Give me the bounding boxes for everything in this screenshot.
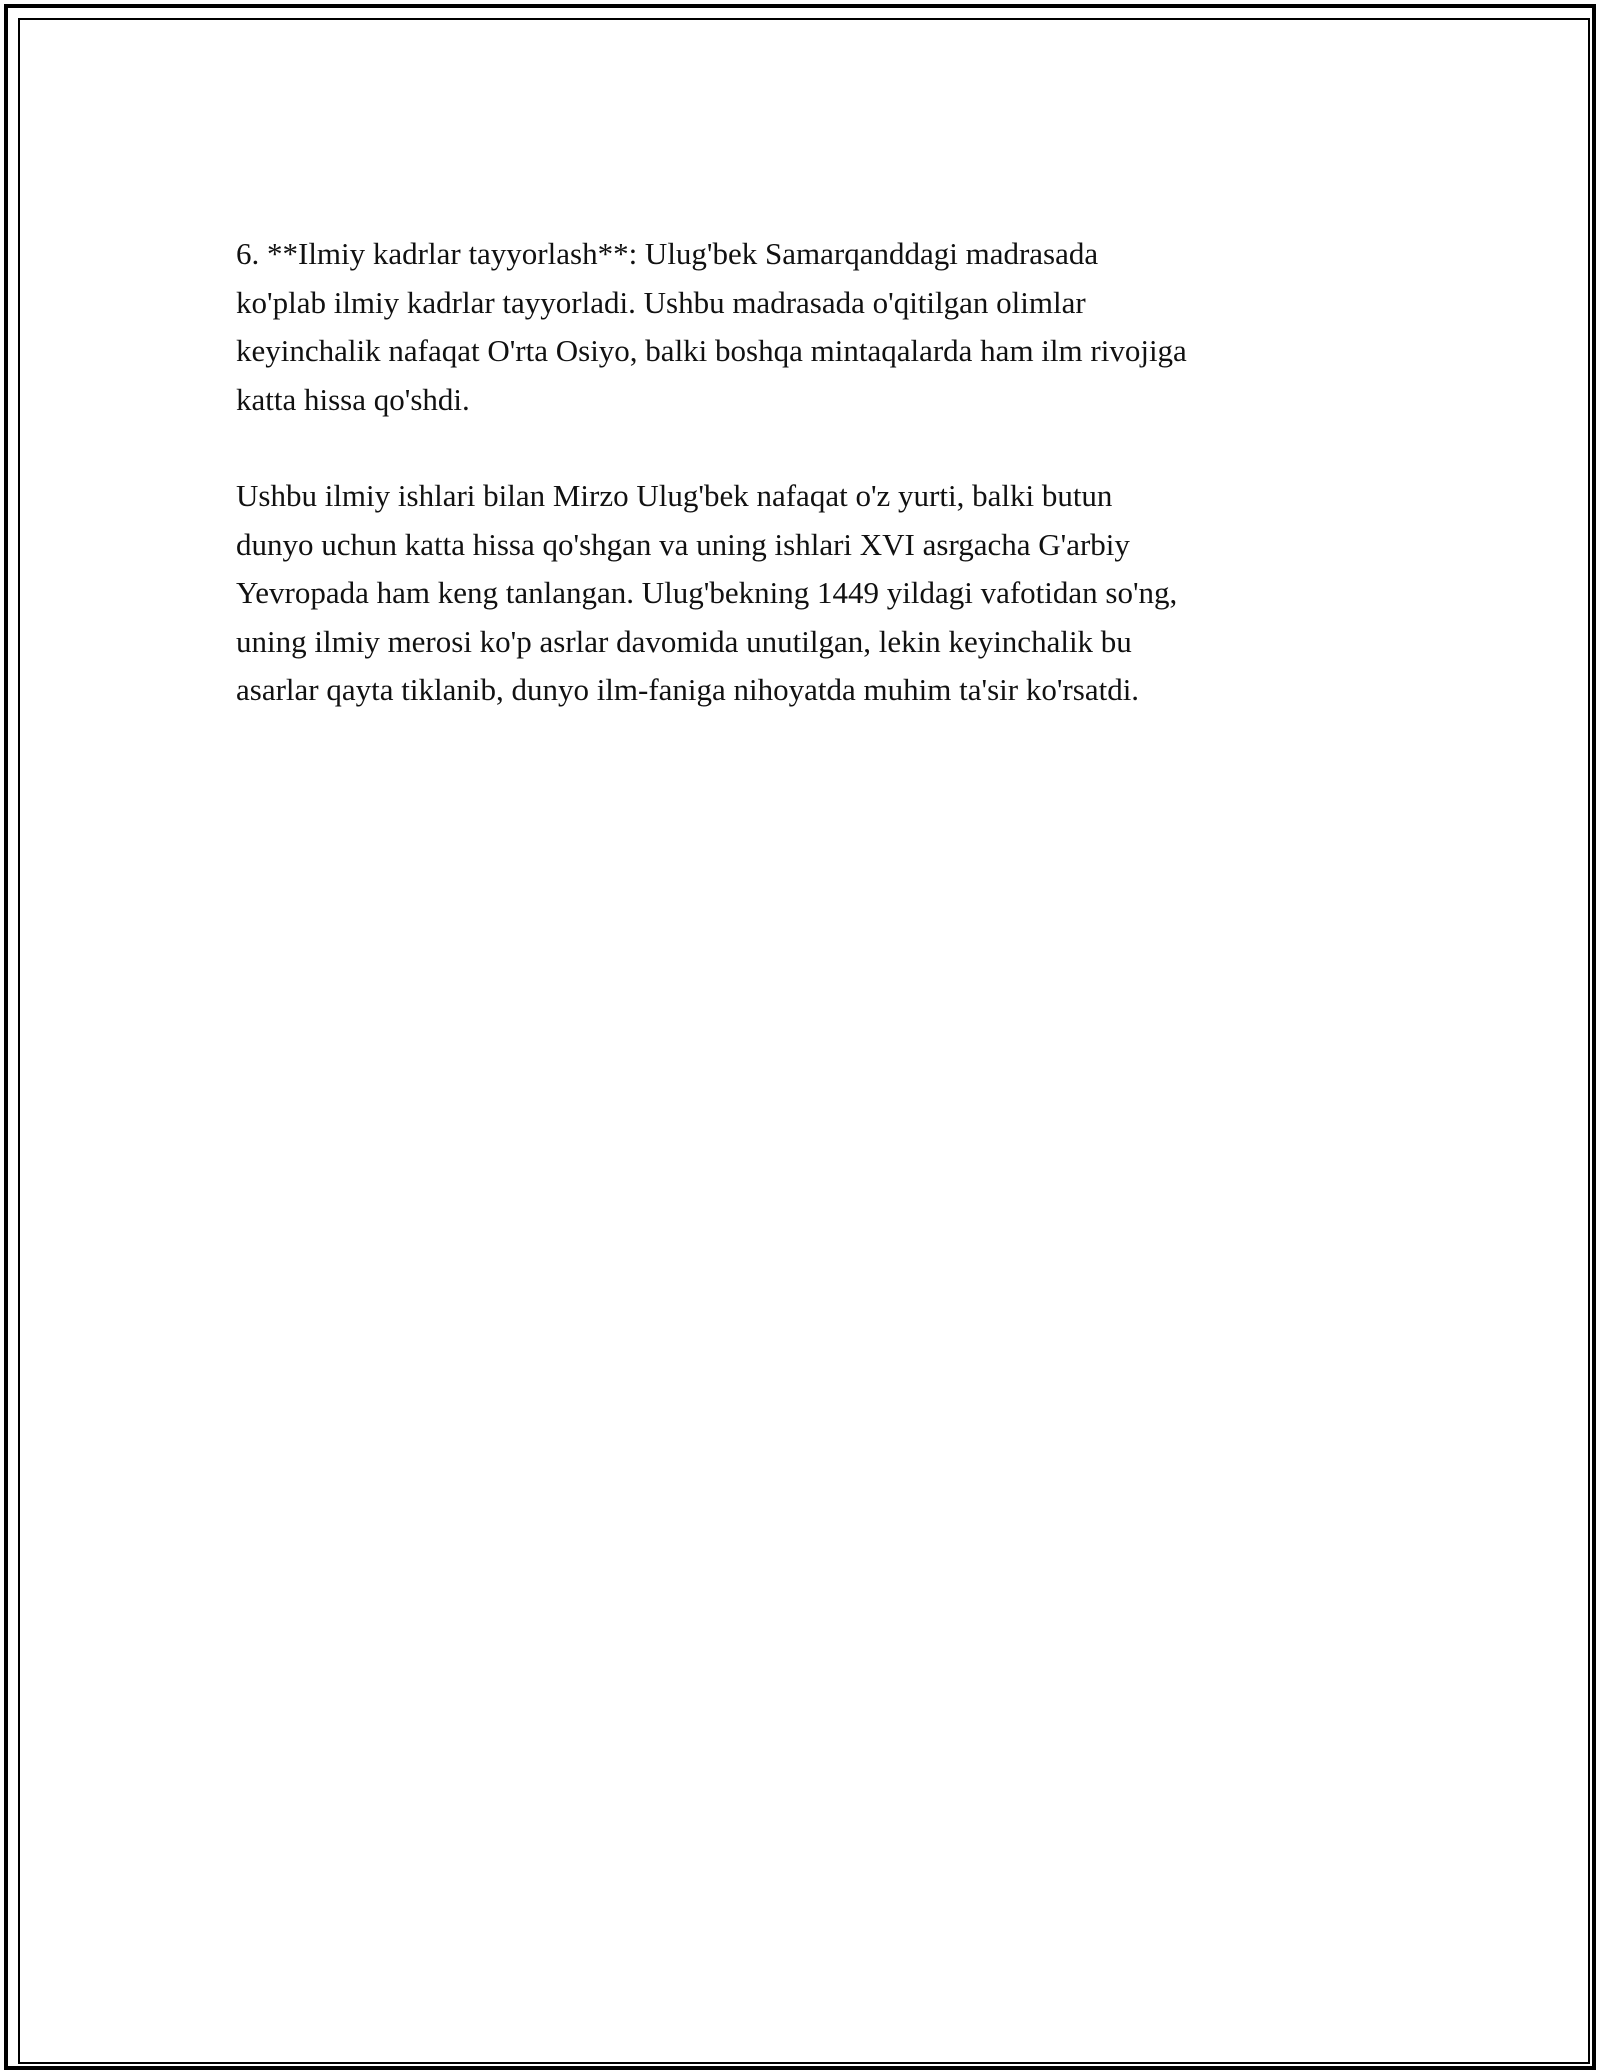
document-body: [236, 230, 1376, 715]
paragraph-scientific-personnel: [236, 230, 1376, 424]
text-line: dunyo uchun katta hissa qo'shgan va uning ishlari XVI asrgacha G'arbiy: [236, 526, 1130, 562]
paragraph-legacy: [236, 472, 1376, 715]
text-line: keyinchalik nafaqat O'rta Osiyo, balki boshqa mintaqalarda ham ilm rivojiga: [236, 333, 1187, 368]
text-line: katta hissa qo'shdi.: [236, 381, 470, 417]
text-line: Yevropada ham keng tanlangan. Ulug'bekning 1449 yildagi vafotidan so'ng,: [236, 575, 1178, 610]
text-line: uning ilmiy merosi ko'p asrlar davomida unutilgan, lekin keyinchalik bu: [236, 623, 1132, 659]
text-line: asarlar qayta tiklanib, dunyo ilm-faniga nihoyatda muhim ta'sir ko'rsatdi.: [236, 672, 1140, 707]
text-line: ko'plab ilmiy kadrlar tayyorladi. Ushbu madrasada o'qitilgan olimlar: [236, 284, 1086, 320]
text-line: Ushbu ilmiy ishlari bilan Mirzo Ulug'bek nafaqat o'z yurti, balki butun: [236, 478, 1113, 513]
text-line: 6. **Ilmiy kadrlar tayyorlash**: Ulug'bek Samarqanddagi madrasada: [236, 236, 1099, 271]
